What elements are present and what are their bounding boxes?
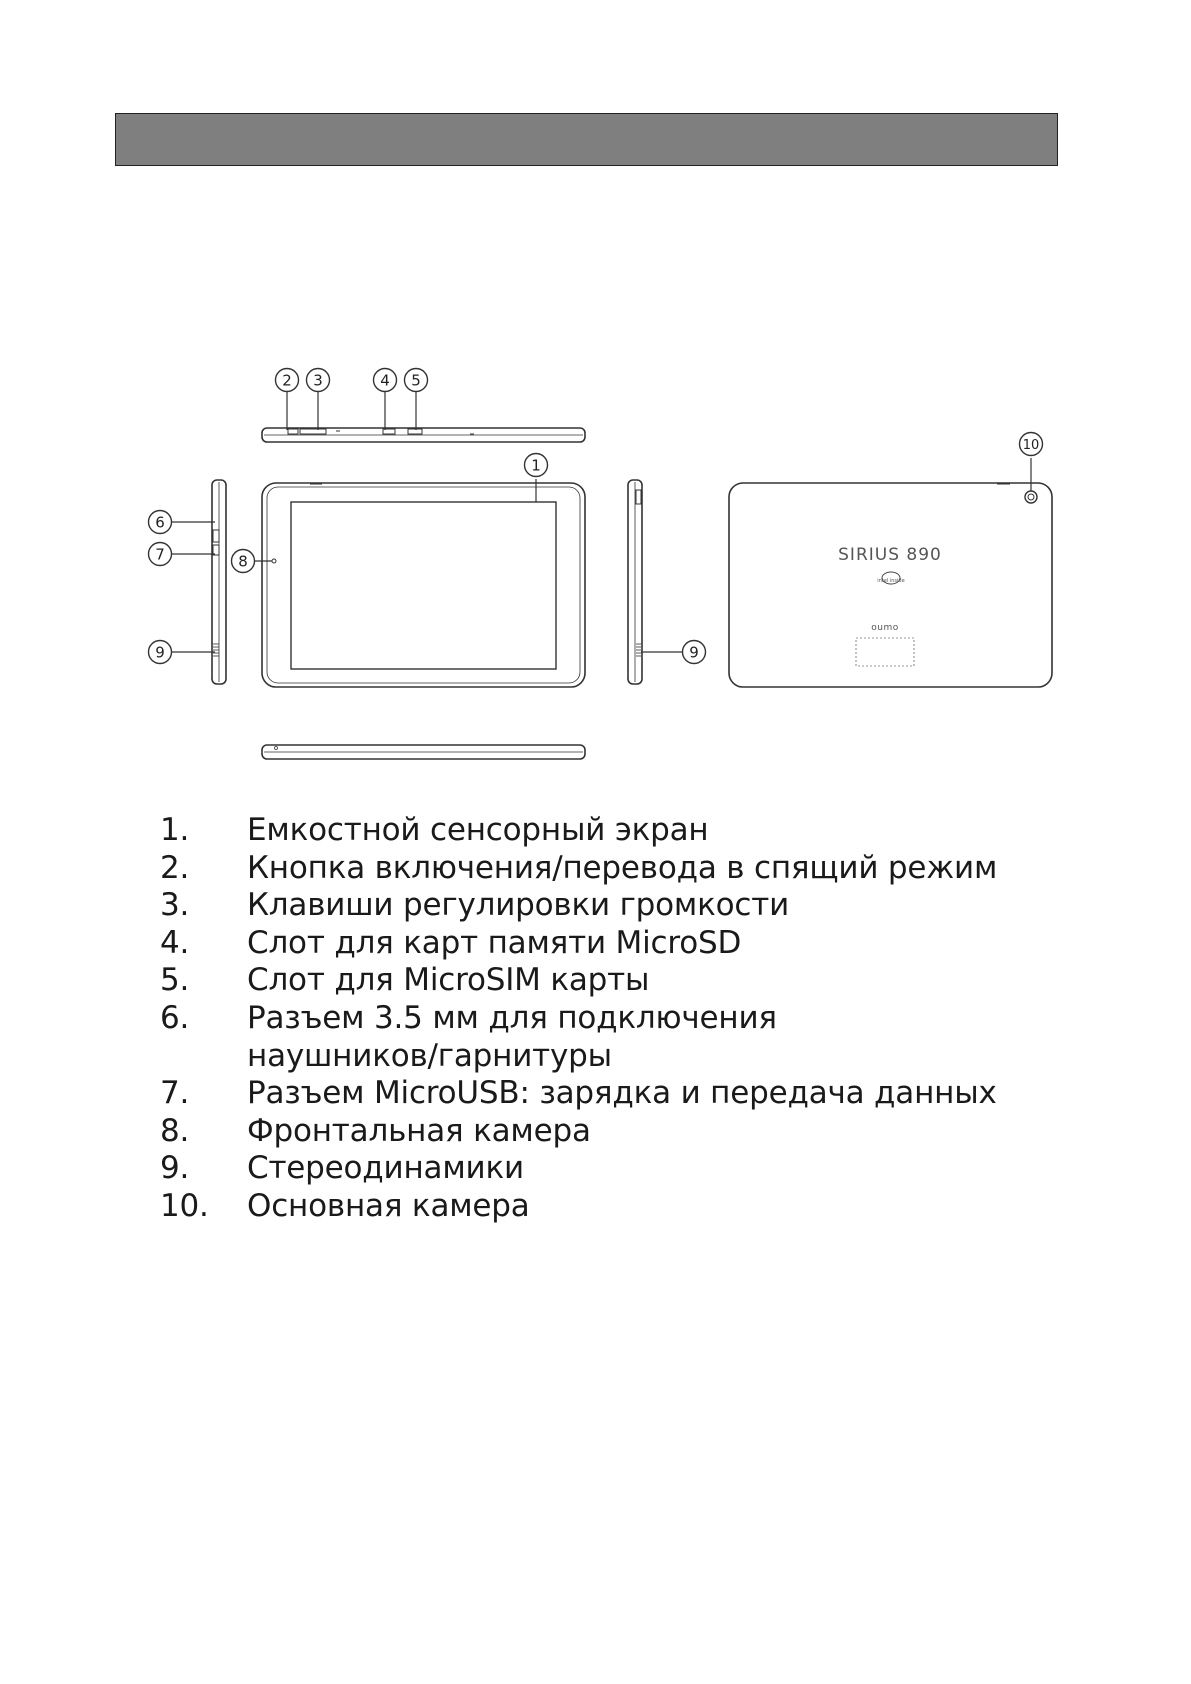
legend-number: 8. — [160, 1112, 190, 1149]
legend-text: Кнопка включения/перевода в спящий режим — [247, 849, 998, 886]
legend-number: 9. — [160, 1150, 190, 1187]
legend-item — [160, 887, 997, 925]
legend-item — [160, 925, 997, 963]
legend-text: Основная камера — [247, 1187, 530, 1224]
legend-number: 10. — [160, 1187, 209, 1224]
legend-text: Клавиши регулировки громкости — [247, 887, 790, 924]
callout-label: 6 — [155, 513, 165, 532]
legend-text: Слот для MicroSIM карты — [247, 962, 650, 999]
legend-number: 2. — [160, 849, 190, 886]
front-view — [262, 483, 585, 687]
callout-label: 4 — [380, 371, 390, 390]
brand-logo: oumo — [871, 623, 899, 633]
back-view — [729, 483, 1052, 687]
legend-text: Емкостной сенсорный экран — [247, 812, 709, 848]
legend-number: 1. — [160, 812, 190, 848]
callout-label: 2 — [282, 371, 292, 390]
callout-label: 10 — [1022, 438, 1040, 453]
legend-item — [160, 1075, 997, 1113]
legend-item — [160, 812, 997, 850]
left-side-view — [212, 480, 226, 684]
legend-number: 3. — [160, 887, 190, 924]
callout-label: 7 — [155, 545, 165, 564]
callout-label: 1 — [531, 456, 541, 475]
legend-text: Фронтальная камера — [247, 1112, 591, 1149]
legend-number: 4. — [160, 924, 190, 961]
legend-text: Разъем MicroUSB: зарядка и передача данных — [247, 1075, 997, 1112]
callout-label: 8 — [238, 552, 248, 571]
legend-number: 7. — [160, 1075, 190, 1112]
right-side-view — [628, 480, 642, 684]
legend-item — [160, 1000, 997, 1075]
legend-item — [160, 1113, 997, 1151]
parts-legend — [160, 812, 997, 1226]
callout-label: 9 — [155, 643, 165, 662]
legend-item — [160, 1150, 997, 1188]
legend-item — [160, 1188, 997, 1226]
callout-label: 9 — [689, 643, 699, 662]
model-name: SIRIUS 890 — [838, 545, 942, 565]
legend-number: 5. — [160, 962, 190, 999]
legend-text: Разъем 3.5 мм для подключения наушников/гарнитуры — [247, 999, 777, 1074]
callout-label: 5 — [411, 371, 421, 390]
legend-number: 6. — [160, 999, 190, 1036]
legend-item — [160, 850, 997, 888]
tablet-diagram — [0, 0, 1191, 800]
top-edge-view — [262, 428, 585, 442]
legend-item — [160, 962, 997, 1000]
bottom-edge-view — [262, 745, 585, 759]
legend-text: Слот для карт памяти MicroSD — [247, 924, 742, 961]
chip-logo: intel inside — [877, 578, 905, 584]
callout-label: 3 — [313, 371, 323, 390]
legend-text: Стереодинамики — [247, 1150, 524, 1187]
